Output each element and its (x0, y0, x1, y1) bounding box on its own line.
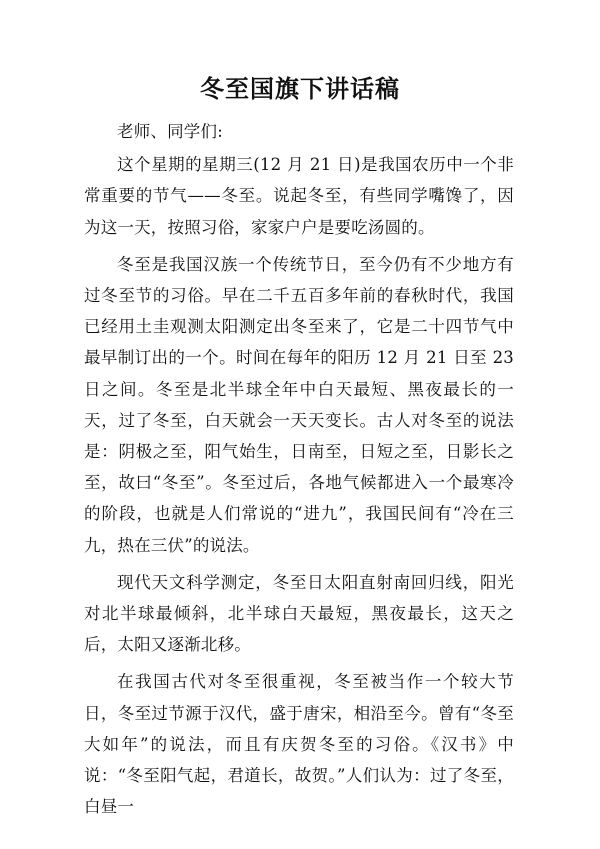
paragraph-3: 现代天文科学测定，冬至日太阳直射南回归线，阳光对北半球最倾斜，北半球白天最短，黑夜最长，这天之后，太阳又逐渐北移。 (84, 572, 514, 655)
paragraph-2: 冬至是我国汉族一个传统节日，至今仍有不少地方有过冬至节的习俗。早在二千五百多年前的春秋时代，我国已经用土圭观测太阳测定出冬至来了，它是二十四节气中最早制订出的一个。时间在每年的阳历 12 月 21 日至 23 日之间。冬至是北半球全年中白天最短、黑夜最长的一天，过了冬至，白天就会一天天变长。古人对冬至的说法是：阴极之至，阳气始生，日南至，日短之至，日影长之至，故曰“冬至”。冬至过后，各地气候都进入一个最寒冷的阶段，也就是人们常说的“进九”，我国民间有“冷在三九，热在三伏”的说法。 (84, 254, 514, 555)
speech-body (84, 116, 514, 828)
page-title: 冬至国旗下讲话稿 (200, 74, 400, 103)
paragraph-4: 在我国古代对冬至很重视，冬至被当作一个较大节日，冬至过节源于汉代，盛于唐宋，相沿至今。曾有“冬至大如年”的说法，而且有庆贺冬至的习俗。《汉书》中说：“冬至阳气起，君道长，故贺。”人们认为：过了冬至，白昼一 (84, 672, 514, 817)
paragraph-1: 这个星期的星期三(12 月 21 日)是我国农历中一个非常重要的节气——冬至。说起冬至，有些同学嘴馋了，因为这一天，按照习俗，家家户户是要吃汤圆的。 (84, 155, 514, 237)
salutation: 老师、同学们: (117, 122, 223, 141)
